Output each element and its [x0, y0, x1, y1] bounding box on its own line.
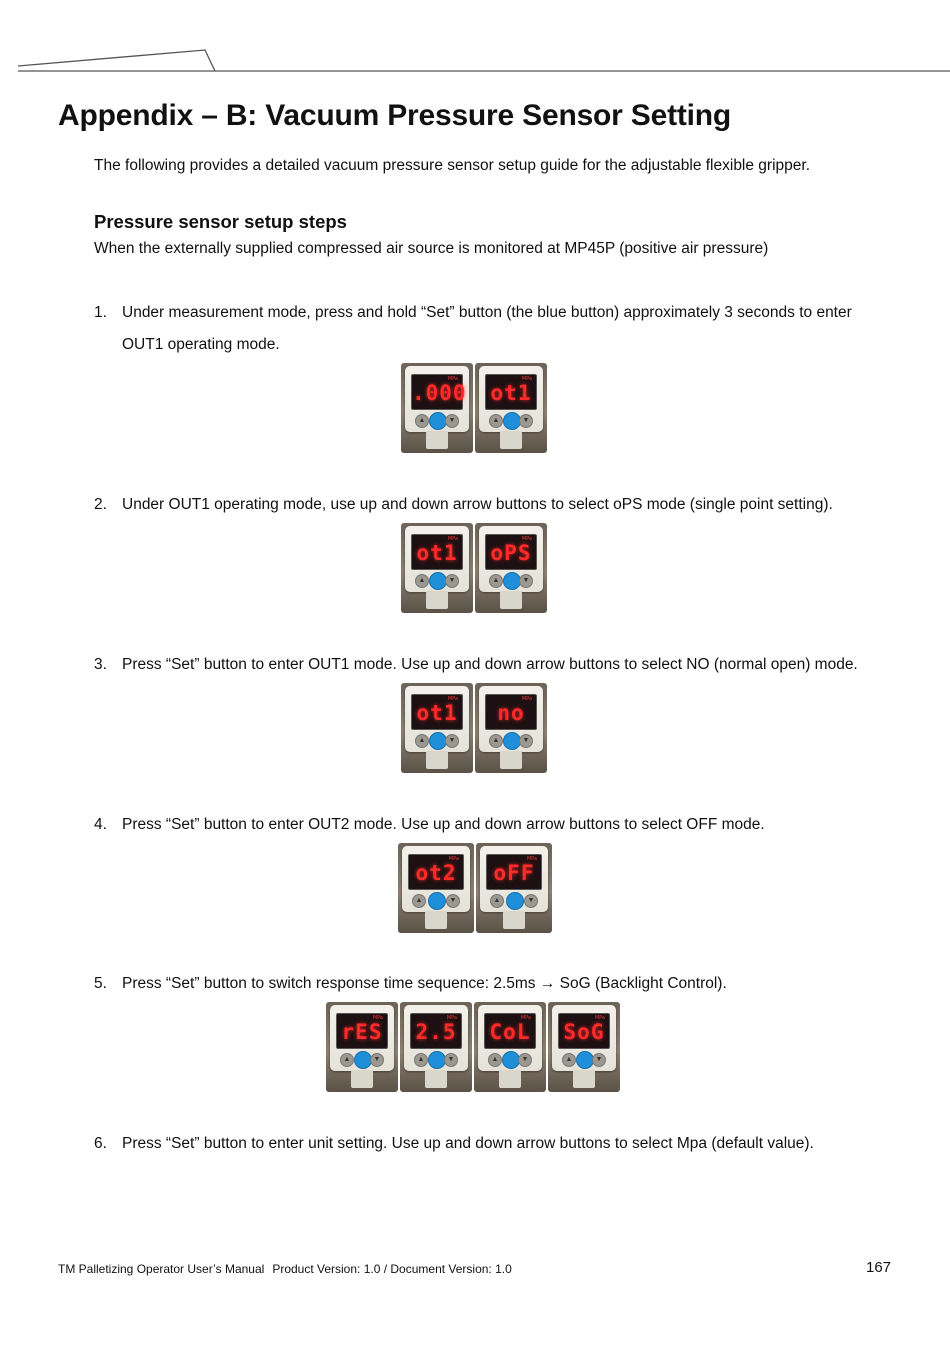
- step-number: 5.: [94, 975, 107, 992]
- up-arrow-icon: ▼: [445, 734, 459, 748]
- page-title: Appendix – B: Vacuum Pressure Sensor Setting: [58, 99, 732, 132]
- step-3-photos: [401, 683, 547, 773]
- down-arrow-icon: ▲: [412, 894, 426, 908]
- step-3: [94, 649, 922, 681]
- sensor-photo: [548, 1002, 620, 1092]
- sensor-photo: [476, 843, 552, 933]
- down-arrow-icon: ▲: [488, 1053, 502, 1067]
- sensor-photo: [475, 523, 547, 613]
- unit-label: MPa: [521, 696, 532, 702]
- step-text: Press “Set” button to enter OUT2 mode. Use up and down arrow buttons to select OFF mode.: [122, 816, 765, 833]
- step-text: Under measurement mode, press and hold “Set” button (the blue button) approximately 3 seconds to enter OUT1 operating mode.: [122, 304, 852, 353]
- sensor-photo: [475, 683, 547, 773]
- sensor-photo: [401, 363, 473, 453]
- down-arrow-icon: ▲: [562, 1053, 576, 1067]
- sensor-photo: [400, 1002, 472, 1092]
- step-number: 4.: [94, 816, 107, 833]
- step-2-photos: [401, 523, 547, 613]
- step-5: [94, 968, 882, 1000]
- unit-label: MPa: [446, 1015, 457, 1021]
- up-arrow-icon: ▼: [518, 1053, 532, 1067]
- step-4-photos: [398, 843, 552, 933]
- display-value: oPS: [490, 541, 532, 565]
- down-arrow-icon: ▲: [415, 574, 429, 588]
- up-arrow-icon: ▼: [445, 414, 459, 428]
- down-arrow-icon: ▲: [489, 734, 503, 748]
- up-arrow-icon: ▼: [446, 894, 460, 908]
- sensor-photo: [401, 523, 473, 613]
- down-arrow-icon: ▲: [340, 1053, 354, 1067]
- display-value: oFF: [493, 861, 535, 885]
- display-value: rES: [341, 1020, 383, 1044]
- up-arrow-icon: ▼: [592, 1053, 606, 1067]
- display-value: CoL: [489, 1020, 531, 1044]
- unit-label: MPa: [520, 1015, 531, 1021]
- display-value: ot1: [416, 701, 458, 725]
- sensor-photo: [475, 363, 547, 453]
- display-value: no: [497, 701, 525, 725]
- down-arrow-icon: ▲: [489, 574, 503, 588]
- step-number: 3.: [94, 656, 107, 673]
- sensor-photo: [401, 683, 473, 773]
- display-value: ot1: [490, 381, 532, 405]
- step-1-photos: [401, 363, 547, 453]
- sensor-photo: [326, 1002, 398, 1092]
- unit-label: MPa: [521, 536, 532, 542]
- condition-text: When the externally supplied compressed air source is monitored at MP45P (positive air pressure): [94, 240, 769, 257]
- step-6: [94, 1128, 882, 1160]
- up-arrow-icon: ▼: [445, 574, 459, 588]
- step-number: 1.: [94, 304, 107, 321]
- step-text: Press “Set” button to switch response time sequence: 2.5ms → SoG (Backlight Control).: [122, 975, 727, 992]
- step-1: [94, 297, 882, 361]
- step-number: 2.: [94, 496, 107, 513]
- step-5-photos: [326, 1002, 620, 1092]
- up-arrow-icon: ▼: [370, 1053, 384, 1067]
- step-2: [94, 489, 882, 521]
- down-arrow-icon: ▲: [489, 414, 503, 428]
- unit-label: MPa: [447, 696, 458, 702]
- unit-label: MPa: [448, 856, 459, 862]
- set-button-icon: [506, 892, 524, 910]
- display-value: ot2: [415, 861, 457, 885]
- up-arrow-icon: ▼: [519, 414, 533, 428]
- unit-label: MPa: [526, 856, 537, 862]
- sensor-photo: [474, 1002, 546, 1092]
- up-arrow-icon: ▼: [444, 1053, 458, 1067]
- page-number: 167: [866, 1259, 892, 1276]
- unit-label: MPa: [521, 376, 532, 382]
- unit-label: MPa: [447, 376, 458, 382]
- step-text: Press “Set” button to enter unit setting. Use up and down arrow buttons to select Mpa (default value).: [122, 1135, 814, 1152]
- display-value: ot1: [416, 541, 458, 565]
- step-text: Under OUT1 operating mode, use up and down arrow buttons to select oPS mode (single point setting).: [122, 496, 833, 513]
- unit-label: MPa: [447, 536, 458, 542]
- step-4: [94, 809, 882, 841]
- footer: [58, 1262, 512, 1276]
- down-arrow-icon: ▲: [415, 414, 429, 428]
- intro-paragraph: The following provides a detailed vacuum pressure sensor setup guide for the adjustable flexible gripper.: [94, 157, 811, 174]
- up-arrow-icon: ▼: [524, 894, 538, 908]
- sensor-photo: [398, 843, 474, 933]
- step-number: 6.: [94, 1135, 107, 1152]
- header-rule: [0, 40, 950, 80]
- down-arrow-icon: ▲: [415, 734, 429, 748]
- down-arrow-icon: ▲: [490, 894, 504, 908]
- footer-manual-title: TM Palletizing Operator User’s Manual: [58, 1262, 265, 1276]
- display-value: 2.5: [415, 1020, 457, 1044]
- step-text: Press “Set” button to enter OUT1 mode. Use up and down arrow buttons to select NO (normal open) mode.: [122, 656, 858, 673]
- unit-label: MPa: [594, 1015, 605, 1021]
- display-value: SoG: [563, 1020, 605, 1044]
- up-arrow-icon: ▼: [519, 574, 533, 588]
- unit-label: MPa: [372, 1015, 383, 1021]
- up-arrow-icon: ▼: [519, 734, 533, 748]
- set-button-icon: [428, 892, 446, 910]
- footer-version: Product Version: 1.0 / Document Version: 1.0: [272, 1262, 512, 1276]
- down-arrow-icon: ▲: [414, 1053, 428, 1067]
- display-value: .000: [412, 381, 467, 405]
- section-heading: Pressure sensor setup steps: [94, 211, 347, 232]
